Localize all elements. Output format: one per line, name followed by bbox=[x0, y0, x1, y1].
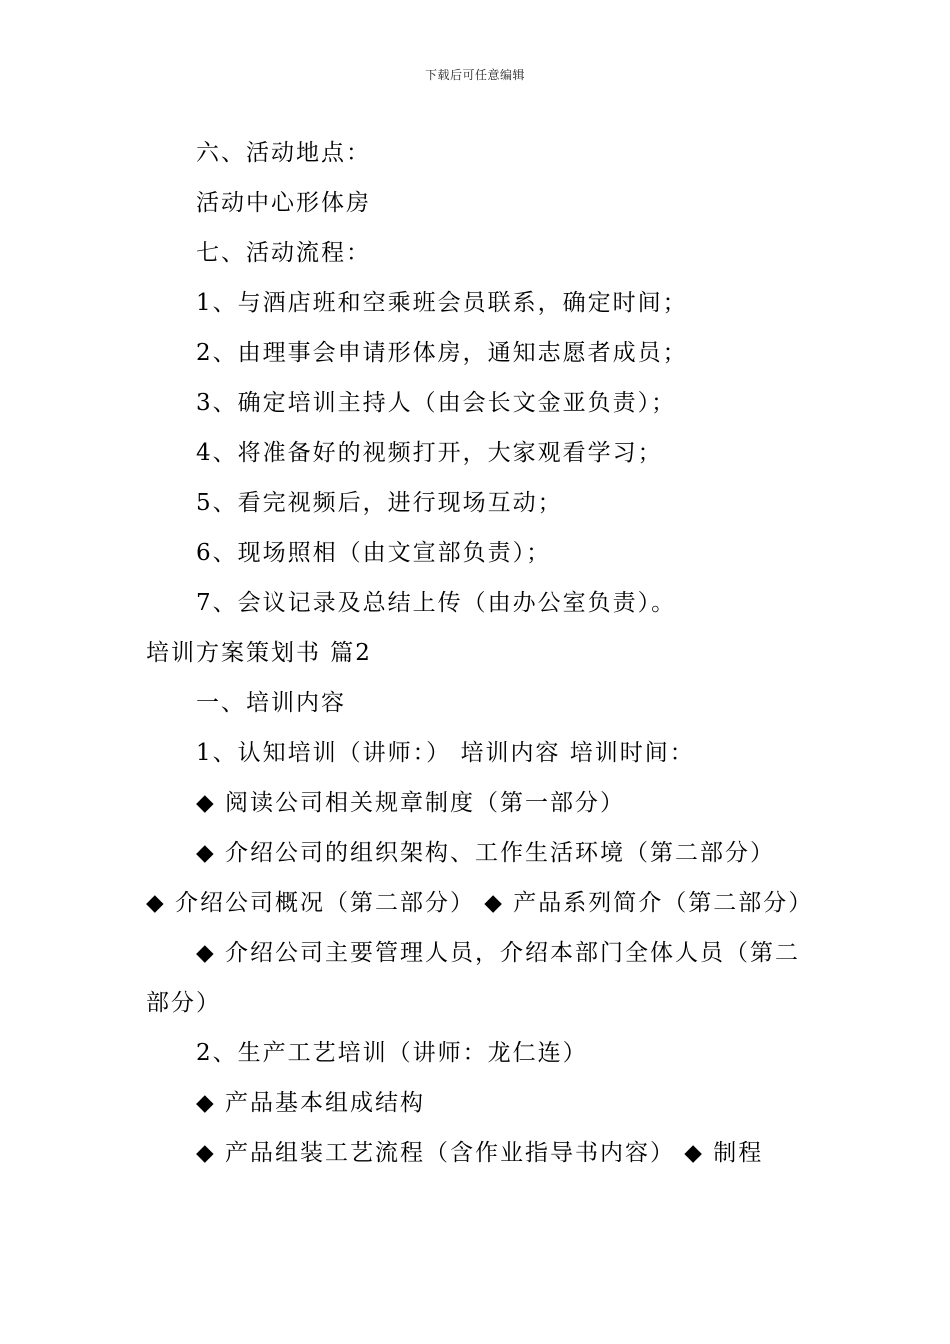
list-item: 2、由理事会申请形体房，通知志愿者成员； bbox=[196, 340, 688, 366]
list-item: 6、现场照相（由文宣部负责）； bbox=[196, 540, 552, 566]
bullet-item: ◆ 介绍公司主要管理人员，介绍本部门全体人员（第二部分） bbox=[146, 940, 800, 1016]
bullet-item: ◆ 产品组装工艺流程（含作业指导书内容） ◆ 制程 bbox=[196, 1140, 764, 1166]
bullet-item: ◆ 介绍公司概况（第二部分） ◆ 产品系列简介（第二部分） bbox=[146, 890, 814, 916]
page-header: 下载后可任意编辑 bbox=[424, 68, 525, 82]
bullet-item: ◆ 阅读公司相关规章制度（第一部分） bbox=[196, 790, 625, 816]
list-item: 3、确定培训主持人（由会长文金亚负责）； bbox=[196, 390, 677, 416]
subsection-heading: 1、认知培训（讲师：） 培训内容 培训时间： bbox=[196, 740, 695, 766]
subsection-heading: 2、生产工艺培训（讲师：龙仁连） bbox=[196, 1040, 588, 1066]
document-title: 培训方案策划书 篇2 bbox=[146, 640, 372, 666]
list-item: 5、看完视频后，进行现场互动； bbox=[196, 490, 563, 516]
list-item: 7、会议记录及总结上传（由办公室负责）。 bbox=[196, 590, 677, 616]
list-item: 1、与酒店班和空乘班会员联系，确定时间； bbox=[196, 290, 688, 316]
list-item: 4、将准备好的视频打开，大家观看学习； bbox=[196, 440, 663, 466]
paragraph-location: 活动中心形体房 bbox=[196, 190, 371, 216]
bullet-item: ◆ 介绍公司的组织架构、工作生活环境（第二部分） bbox=[196, 840, 775, 866]
document-body bbox=[146, 128, 814, 1178]
section-heading-process: 七、活动流程： bbox=[196, 240, 371, 266]
section-heading-content: 一、培训内容 bbox=[196, 690, 346, 716]
section-heading-location: 六、活动地点： bbox=[196, 140, 371, 166]
bullet-item: ◆ 产品基本组成结构 bbox=[196, 1090, 425, 1116]
